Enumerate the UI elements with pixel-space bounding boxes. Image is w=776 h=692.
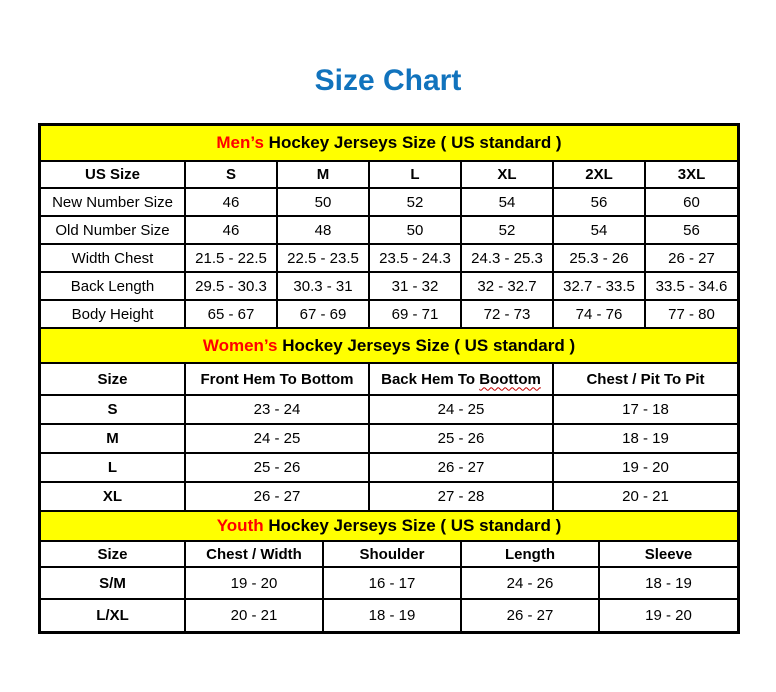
- table-header-row: [41, 542, 737, 567]
- table-row: [41, 482, 737, 511]
- size-value-cell: 67 - 69: [277, 300, 369, 328]
- size-value-cell: 72 - 73: [461, 300, 553, 328]
- misspelled-word: Boottom: [479, 370, 541, 388]
- size-value-cell: 25.3 - 26: [553, 244, 645, 272]
- column-header: M: [277, 162, 369, 188]
- row-label: Back Length: [41, 272, 185, 300]
- size-value-cell: 32.7 - 33.5: [553, 272, 645, 300]
- table-row: [41, 272, 737, 300]
- size-value-cell: 26 - 27: [185, 482, 369, 511]
- band-highlight-youth: Youth: [216, 516, 264, 535]
- column-header: US Size: [41, 162, 185, 188]
- size-value-cell: 46: [185, 188, 277, 216]
- table-row: [41, 567, 737, 599]
- size-value-cell: 60: [645, 188, 737, 216]
- size-value-cell: 20 - 21: [185, 599, 323, 631]
- size-value-cell: 24.3 - 25.3: [461, 244, 553, 272]
- band-rest-youth: Hockey Jerseys Size ( US standard ): [263, 516, 562, 535]
- size-value-cell: 18 - 19: [323, 599, 461, 631]
- size-value-cell: 46: [185, 216, 277, 244]
- womens-size-table: [41, 364, 737, 512]
- size-value-cell: 21.5 - 22.5: [185, 244, 277, 272]
- size-value-cell: 19 - 20: [553, 453, 737, 482]
- row-label: Body Height: [41, 300, 185, 328]
- size-value-cell: 65 - 67: [185, 300, 277, 328]
- column-header: Chest / Width: [185, 542, 323, 567]
- size-value-cell: 19 - 20: [645, 607, 692, 624]
- size-value-cell: 26 - 27: [645, 244, 737, 272]
- size-value-cell: 24 - 26: [461, 567, 599, 599]
- column-header: S: [185, 162, 277, 188]
- table-row: [41, 424, 737, 453]
- column-header: Length: [461, 542, 599, 567]
- page-title: Size Chart: [314, 64, 462, 97]
- size-value-cell: 26 - 27: [369, 453, 553, 482]
- column-header-text: Back Hem To: [381, 370, 480, 388]
- band-rest-men: Hockey Jerseys Size ( US standard ): [263, 133, 562, 152]
- table-row: [41, 599, 737, 631]
- size-value-cell: 69 - 71: [369, 300, 461, 328]
- band-highlight-women: Women’s: [202, 335, 278, 355]
- column-header: Sleeve: [599, 542, 737, 567]
- size-value-cell: 17 - 18: [553, 395, 737, 424]
- row-label: Width Chest: [41, 244, 185, 272]
- size-value-cell: 31 - 32: [369, 272, 461, 300]
- size-value-cell: 29.5 - 30.3: [185, 272, 277, 300]
- youth-size-table: [41, 542, 737, 631]
- size-value-cell: 25 - 26: [369, 424, 553, 453]
- size-chart-table-group: [38, 123, 740, 634]
- size-value-cell: 33.5 - 34.6: [645, 272, 737, 300]
- size-value-cell: 56: [645, 216, 737, 244]
- column-header: 2XL: [553, 162, 645, 188]
- column-header: XL: [461, 162, 553, 188]
- section-band-men: [41, 126, 737, 162]
- column-header: [369, 364, 553, 395]
- size-value-cell: 19 - 20: [185, 567, 323, 599]
- column-header: 3XL: [645, 162, 737, 188]
- section-band-youth: [41, 512, 737, 542]
- size-value-cell: 16 - 17: [323, 567, 461, 599]
- size-value-cell: 27 - 28: [369, 482, 553, 511]
- size-value-cell: 74 - 76: [553, 300, 645, 328]
- section-band-women: [41, 329, 737, 364]
- size-value-cell: 20 - 21: [553, 482, 737, 511]
- size-value-cell: 50: [369, 216, 461, 244]
- size-value-cell: 48: [277, 216, 369, 244]
- size-value-cell: 56: [553, 188, 645, 216]
- row-label: S/M: [41, 567, 185, 599]
- row-label: L: [41, 453, 185, 482]
- size-value-cell: 24 - 25: [185, 424, 369, 453]
- size-value-cell: 54: [461, 188, 553, 216]
- size-value-cell: 77 - 80: [645, 300, 737, 328]
- size-value-cell: 52: [461, 216, 553, 244]
- size-value-cell: 23.5 - 24.3: [369, 244, 461, 272]
- table-header-row: [41, 364, 737, 395]
- column-header: Chest / Pit To Pit: [553, 364, 737, 395]
- column-header: Shoulder: [323, 542, 461, 567]
- band-highlight-men: Men’s: [216, 133, 264, 152]
- size-value-cell: 22.5 - 23.5: [277, 244, 369, 272]
- size-value-cell: 30.3 - 31: [277, 272, 369, 300]
- mens-size-table: [41, 162, 737, 329]
- column-header: Front Hem To Bottom: [185, 364, 369, 395]
- table-row: [41, 453, 737, 482]
- size-value-cell: 26 - 27: [461, 599, 599, 631]
- row-label: Old Number Size: [41, 216, 185, 244]
- size-value-cell: 52: [369, 188, 461, 216]
- band-rest-women: Hockey Jerseys Size ( US standard ): [277, 335, 576, 355]
- table-row: [41, 244, 737, 272]
- size-value-cell: 54: [553, 216, 645, 244]
- column-header: L: [369, 162, 461, 188]
- size-value-cell: 24 - 25: [369, 395, 553, 424]
- table-row: [41, 216, 737, 244]
- column-header: Size: [41, 364, 185, 395]
- column-header: Size: [41, 542, 185, 567]
- size-value-cell: 18 - 19: [599, 567, 737, 599]
- size-value-cell: 23 - 24: [185, 395, 369, 424]
- row-label: M: [41, 424, 185, 453]
- size-value-cell: 25 - 26: [185, 453, 369, 482]
- size-value-cell: 50: [277, 188, 369, 216]
- table-row: [41, 188, 737, 216]
- row-label: S: [41, 395, 185, 424]
- table-row: [41, 300, 737, 328]
- size-value-cell: 32 - 32.7: [461, 272, 553, 300]
- row-label: L/XL: [41, 599, 185, 631]
- row-label: XL: [41, 482, 185, 511]
- row-label: New Number Size: [41, 188, 185, 216]
- table-header-row: [41, 162, 737, 188]
- table-row: [41, 395, 737, 424]
- size-value-cell: 18 - 19: [553, 424, 737, 453]
